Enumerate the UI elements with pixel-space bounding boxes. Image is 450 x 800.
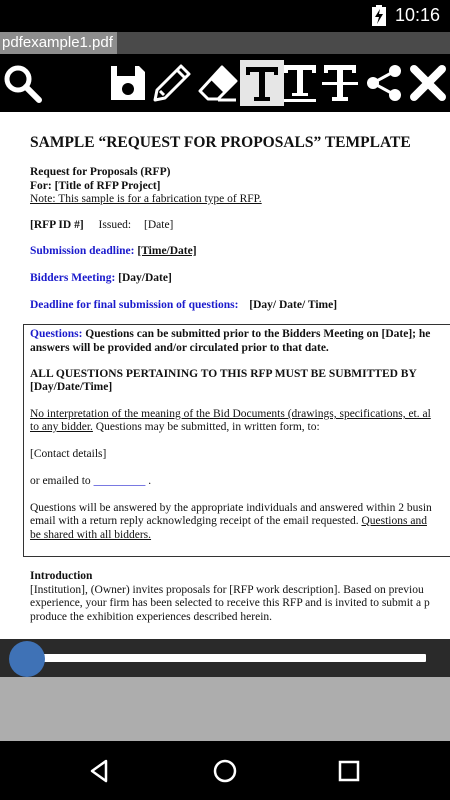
scrubber-track[interactable]	[30, 654, 426, 662]
file-bar	[0, 32, 450, 54]
back-icon	[86, 757, 114, 785]
close-icon	[408, 63, 448, 103]
email-blank: _________	[93, 475, 146, 487]
strikethrough-icon	[320, 63, 360, 103]
battery-charging-icon	[372, 5, 386, 26]
note-line: Note: This sample is for a fabrication type of RFP.	[30, 193, 262, 205]
intro-line-1: [Institution], (Owner) invites proposals for [RFP work description]. Based on previou	[30, 584, 424, 596]
close-button[interactable]	[406, 60, 450, 106]
intro-line-3: produce the exhibition experiences described herein.	[30, 611, 273, 623]
rfp-id-label: [RFP ID #]	[30, 219, 84, 231]
questions-line	[30, 328, 430, 340]
interpretation-line-1: No interpretation of the meaning of the Bid Documents (drawings, specifications, et. al	[30, 408, 431, 420]
text-icon	[242, 63, 282, 103]
navigation-bar	[0, 741, 450, 800]
all-questions-line-2: [Day/Date/Time]	[30, 381, 113, 393]
bidders-label: Bidders Meeting:	[30, 272, 116, 284]
clock: 10:16	[395, 5, 441, 25]
pencil-button[interactable]	[150, 60, 194, 106]
status-bar	[0, 0, 450, 32]
page-scrubber	[0, 639, 450, 677]
deadline-label: Deadline for final submission of questions:	[30, 299, 239, 311]
pdf-page[interactable]	[0, 112, 450, 639]
interpretation-2a: to any bidder.	[30, 421, 93, 433]
home-icon	[211, 757, 239, 785]
deadline-value: [Day/ Date/ Time]	[249, 299, 338, 311]
underline-text-button[interactable]	[278, 60, 322, 106]
search-icon	[2, 63, 42, 103]
for-line: For: [Title of RFP Project]	[30, 180, 161, 192]
intro-line-2: experience, your firm has been selected to receive this RFP and is invited to submit a p	[30, 597, 430, 609]
submission-value: [Time/Date]	[137, 245, 197, 257]
answered-line-3: be shared with all bidders.	[30, 529, 152, 541]
answered-line-1: Questions will be answered by the appropriate individuals and answered within 2 busin	[30, 502, 432, 514]
recents-icon	[335, 757, 363, 785]
share-button[interactable]	[362, 60, 406, 106]
file-name-tab[interactable]: pdfexample1.pdf	[0, 32, 117, 54]
home-button[interactable]	[207, 753, 243, 789]
rfp-id-line	[30, 219, 173, 231]
questions-text: Questions can be submitted prior to the Bidders Meeting on [Date]; he	[82, 328, 431, 340]
answered-2b: Questions and	[361, 515, 427, 527]
submission-line	[30, 245, 197, 257]
document-title: SAMPLE “REQUEST FOR PROPOSALS” TEMPLATE	[30, 134, 411, 151]
pencil-icon	[152, 63, 192, 103]
back-button[interactable]	[82, 753, 118, 789]
questions-label: Questions:	[30, 328, 83, 340]
empty-panel	[0, 677, 450, 741]
bidders-value: [Day/Date]	[118, 272, 172, 284]
emailed-end: .	[145, 475, 152, 487]
eraser-icon	[198, 63, 238, 103]
emailed-text: or emailed to	[30, 475, 94, 487]
save-icon	[108, 63, 148, 103]
submission-label: Submission deadline:	[30, 245, 135, 257]
interpretation-line-2	[30, 421, 320, 433]
eraser-button[interactable]	[196, 60, 240, 106]
strikethrough-text-button[interactable]	[318, 60, 362, 106]
emailed-line	[30, 475, 151, 487]
recents-button[interactable]	[331, 753, 367, 789]
answered-line-2	[30, 515, 427, 527]
all-questions-line-1: ALL QUESTIONS PERTAINING TO THIS RFP MUST BE SUBMITTED BY	[30, 368, 417, 380]
questions-text-2: answers will be provided and/or circulated prior to that date.	[30, 342, 329, 354]
bidders-line	[30, 272, 172, 284]
save-button[interactable]	[106, 60, 150, 106]
answered-2a: email with a return reply acknowledging receipt of the email requested.	[30, 515, 362, 527]
contact-details: [Contact details]	[30, 448, 107, 460]
deadline-line	[30, 299, 337, 311]
intro-heading: Introduction	[30, 570, 93, 582]
annotation-toolbar	[0, 54, 450, 112]
rfp-line: Request for Proposals (RFP)	[30, 166, 171, 178]
text-underline-icon	[280, 63, 320, 103]
share-icon	[364, 63, 404, 103]
interpretation-2b: Questions may be submitted, in written form, to:	[92, 421, 320, 433]
search-button[interactable]	[0, 60, 44, 106]
issued-label: Issued:	[98, 219, 132, 231]
issued-value: [Date]	[144, 219, 174, 231]
scrubber-thumb[interactable]	[9, 641, 45, 677]
